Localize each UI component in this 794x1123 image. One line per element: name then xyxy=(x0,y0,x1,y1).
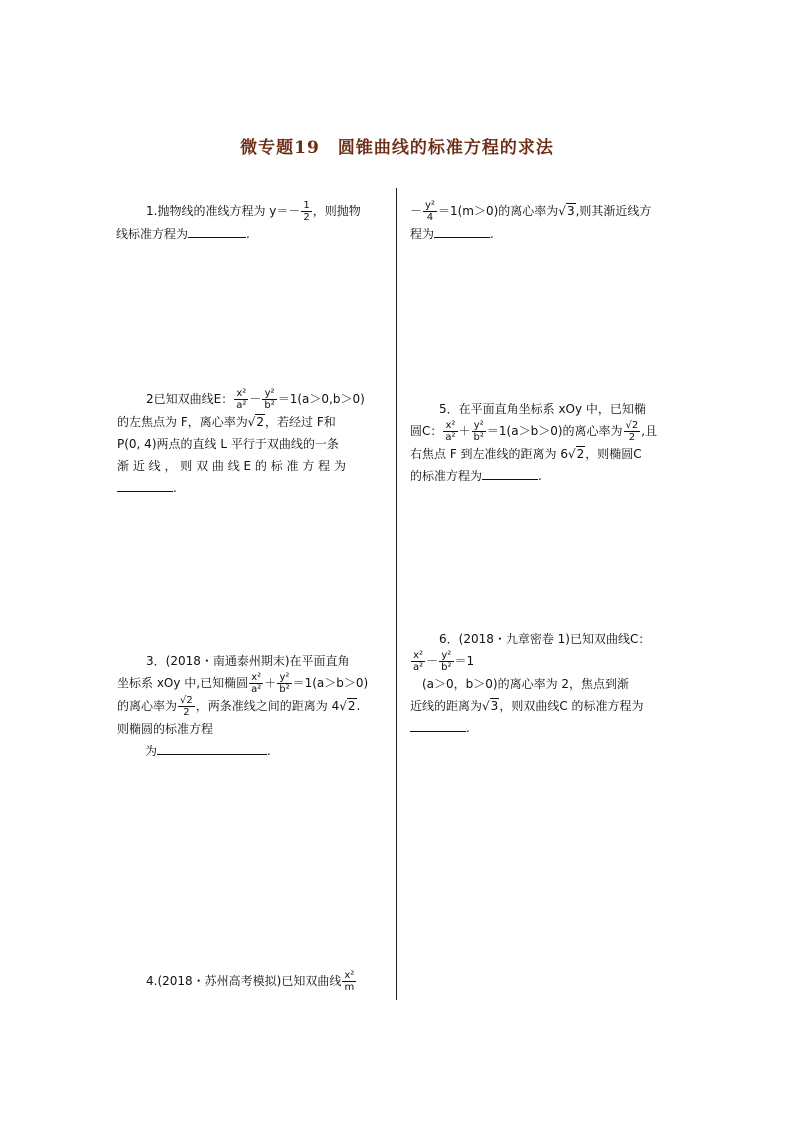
problem-3-line-5: 为 . xyxy=(145,740,389,762)
problem-4-line-2: － $\frac{\text{y²}}{4}$ ＝1(m＞0)的离心率为√3,则其渐近线方 xyxy=(410,200,652,223)
fraction: $\frac{\text{y²}}{\text{b²}}$ xyxy=(441,650,452,673)
fraction: $\frac{1}{2}$ xyxy=(303,200,310,223)
fraction: $\frac{√2}{2}$ xyxy=(180,695,193,718)
problem-4: 4.(2018・苏州高考模拟)已知双曲线 $\frac{\text{x²}}{m}$ xyxy=(146,970,355,993)
fraction: $\frac{\text{x²}}{\text{a²}}$ xyxy=(413,650,424,673)
problem-6 xyxy=(410,628,682,739)
sqrt: √3 xyxy=(482,699,499,713)
problem-6-line-5: . xyxy=(410,717,682,739)
answer-blank[interactable] xyxy=(482,466,538,480)
fraction: $\frac{\text{x²}}{\text{a²}}$ xyxy=(445,420,456,443)
problem-1-line-2: 线标准方程为 . xyxy=(116,223,386,245)
fraction: $\frac{\text{y²}}{\text{b²}}$ xyxy=(279,672,290,695)
problem-6-line-2: $\frac{\text{x²}}{\text{a²}}$ － $\frac{\text{y²}}{\text{b²}}$ ＝1 xyxy=(413,650,475,673)
problem-1 xyxy=(116,200,386,245)
problem-5 xyxy=(410,398,682,487)
fraction: $\frac{\text{x²}}{m}$ xyxy=(344,970,355,993)
problem-3-line-3: 的离心率为 $\frac{√2}{2}$ ，两条准线之间的距离为 4√2. xyxy=(117,695,361,718)
problem-2-line-2: 的左焦点为 F，离心率为√2，若经过 F和 xyxy=(117,411,385,433)
page-title: 微专题19 圆锥曲线的标准方程的求法 xyxy=(240,138,554,158)
problem-3-line-1: 3．(2018・南通泰州期末)在平面直角 xyxy=(146,654,350,668)
problem-1-line-1: 1.抛物线的准线方程为 y＝－ $\frac{1}{2}$ ，则抛物 xyxy=(146,200,361,223)
answer-blank[interactable] xyxy=(434,224,490,238)
problem-6-line-1: 6．(2018・九章密卷 1)已知双曲线C： xyxy=(439,632,651,646)
fraction: $\frac{\text{x²}}{\text{a²}}$ xyxy=(236,388,247,411)
problem-2-line-3: P(0, 4)两点的直线 L 平行于双曲线的一条 xyxy=(117,437,339,451)
problem-2-line-4: 渐 近 线 ， 则 双 曲 线 E 的 标 准 方 程 为 xyxy=(117,459,346,473)
problem-6-line-3: (a＞0，b＞0)的离心率为 2，焦点到渐 xyxy=(422,677,630,691)
fraction: $\frac{\text{y²}}{\text{b²}}$ xyxy=(473,420,484,443)
answer-blank[interactable] xyxy=(188,224,246,238)
fraction: $\frac{√2}{2}$ xyxy=(625,420,639,443)
problem-2-line-5: . xyxy=(117,477,385,499)
problem-2-line-1: 2已知双曲线E： $\frac{\text{x²}}{\text{a²}}$ － $\frac{\text{y²}}{\text{b²}}$ ＝1(a＞0,b＞0) xyxy=(146,388,365,411)
problem-3-line-4: 则椭圆的标准方程 xyxy=(117,722,214,736)
problem-3-line-2: 坐标系 xOy 中,已知椭圆 $\frac{\text{x²}}{\text{a²}}$ ＋ $\frac{\text{y²}}{\text{b²}}$ ＝1(a＞b＞0) xyxy=(117,672,369,695)
fraction: $\frac{\text{y²}}{\text{b²}}$ xyxy=(264,388,275,411)
column-divider xyxy=(396,188,397,1000)
problem-5-line-4: 的标准方程为 . xyxy=(410,465,682,487)
fraction: $\frac{\text{x²}}{\text{a²}}$ xyxy=(251,672,262,695)
fraction: $\frac{\text{y²}}{4}$ xyxy=(425,200,435,223)
sqrt: √2 xyxy=(339,699,356,713)
problem-4-continued xyxy=(410,200,680,245)
sqrt: √3 xyxy=(558,204,575,218)
problem-2 xyxy=(117,388,385,499)
problem-4-line-3: 程为 . xyxy=(410,223,680,245)
problem-6-line-4: 近线的距离为√3，则双曲线C 的标准方程为 xyxy=(410,695,682,717)
problem-5-line-3: 右焦点 F 到左准线的距离为 6√2，则椭圆C xyxy=(410,443,682,465)
answer-blank[interactable] xyxy=(410,718,466,732)
problem-5-line-2: 圆C： $\frac{\text{x²}}{\text{a²}}$ ＋ $\frac{\text{y²}}{\text{b²}}$ ＝1(a＞b＞0)的离心率为 $\frac{√2}{2}$ ,且 xyxy=(410,420,658,443)
answer-blank[interactable] xyxy=(117,478,173,492)
sqrt: √2 xyxy=(567,447,585,461)
problem-3 xyxy=(117,650,389,762)
problem-5-line-1: 5．在平面直角坐标系 xOy 中，已知椭 xyxy=(439,402,646,416)
sqrt: √2 xyxy=(247,415,265,429)
answer-blank[interactable] xyxy=(157,741,267,755)
